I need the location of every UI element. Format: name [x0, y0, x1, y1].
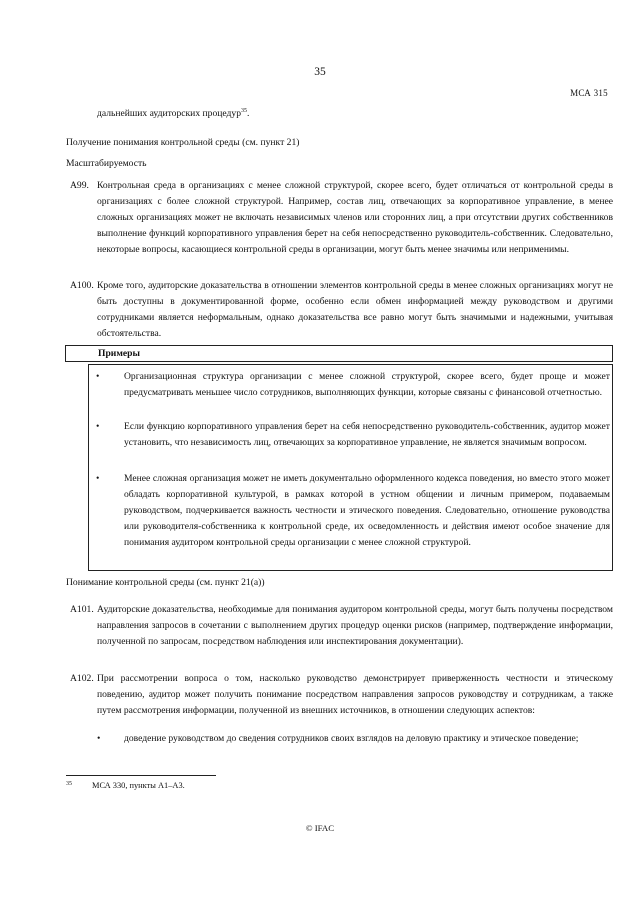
paragraph-a99 [70, 178, 613, 258]
paragraph-text: При рассмотрении вопроса о том, насколько руководство демонстрирует приверженность честности и этическому поведению, аудитор может получить понимание посредством направления запросов руководству и сотрудникам, а также путем рассмотрения информации, полученной из внешних источников, в отношении следующих аспектов: [97, 673, 613, 716]
paragraph-text: Кроме того, аудиторские доказательства в отношении элементов контрольной среды в менее сложных организациях могут не быть доступны в документированной форме, особенно если обмен информацией между руководством и другими сотрудниками является неформальным, однако доказательства все равно могут быть значимыми и надежными, учитывая обстоятельства. [97, 280, 613, 339]
standard-code: МСА 315 [570, 88, 608, 98]
footnote-text: МСА 330, пункты A1–A3. [92, 781, 185, 790]
paragraph-text: Контрольная среда в организациях с менее сложной структурой, скорее всего, будет отличаться от контрольной среды в организациях с более сложной структурой. Например, состав лиц, отвечающих за корпоративное управление, в менее сложных организациях может не включать независимых членов или сторонних лиц, а при отсутствии других собственников выполнение функций корпоративного управления берет на себя непосредственно руководитель-собственник. Следовательно, некоторые вопросы, касающиеся контрольной среды в организации, могут быть менее значимы или неприменимы. [97, 180, 613, 255]
heading-understanding: Понимание контрольной среды (см. пункт 21(a)) [66, 577, 265, 588]
continued-text-body: дальнейших аудиторских процедур [97, 108, 241, 120]
examples-box-title: Примеры [65, 345, 613, 362]
copyright-footer: © IFAC [305, 823, 335, 833]
footnote-divider [66, 775, 216, 776]
aspect-item: доведение руководством до сведения сотрудников своих взглядов на деловую практику и этическое поведение; [124, 733, 579, 744]
bullet-icon: • [96, 371, 100, 382]
footnote-reference: 35 [241, 108, 247, 114]
paragraph-a101 [70, 602, 613, 650]
paragraph-label: A100. [70, 280, 94, 291]
example-item: Если функцию корпоративного управления берет на себя непосредственно руководитель-собственник, аудитор может установить, что независимость лиц, отвечающих за корпоративное управление, не является значимым вопросом. [124, 421, 610, 448]
bullet-icon: • [96, 421, 100, 432]
paragraph-a100 [70, 278, 613, 342]
footnote [66, 781, 185, 790]
bullet-icon: • [97, 733, 101, 744]
example-item: Организационная структура организации с менее сложной структурой, скорее всего, будет проще и может предусматривать меньшее число сотрудников, выполняющих функции, которые связаны с финансовой отчетностью. [124, 371, 610, 398]
footnote-number: 35 [66, 781, 72, 787]
paragraph-label: A99. [70, 180, 89, 191]
paragraph-label: A101. [70, 604, 94, 615]
heading-control-environment: Получение понимания контрольной среды (см. пункт 21) [66, 137, 300, 148]
continued-text-end: . [247, 108, 250, 120]
paragraph-a102 [70, 671, 613, 719]
heading-scalability: Масштабируемость [66, 158, 147, 169]
page-number: 35 [314, 66, 326, 78]
bullet-icon: • [96, 473, 100, 484]
paragraph-text: Аудиторские доказательства, необходимые для понимания аудитором контрольной среды, могут быть получены посредством направления запросов в сочетании с выполнением других процедур оценки рисков (например, подтверждение информации, полученной по запросам, посредством наблюдения или инспектирования документации). [97, 604, 613, 647]
continued-text [97, 108, 249, 119]
example-item: Менее сложная организация может не иметь документально оформленного кодекса поведения, но вместо этого может обладать корпоративной культурой, в рамках которой в устном общении и личным примером, подаваемым руководством, подчеркивается важность честности и этического поведения. Следовательно, отношение руководства или руководителя-собственника к контрольной среде, их осведомленность и действия имеют особое значение для понимания аудитором контрольной среды организации с менее сложной структурой. [124, 473, 610, 548]
paragraph-label: A102. [70, 673, 94, 684]
